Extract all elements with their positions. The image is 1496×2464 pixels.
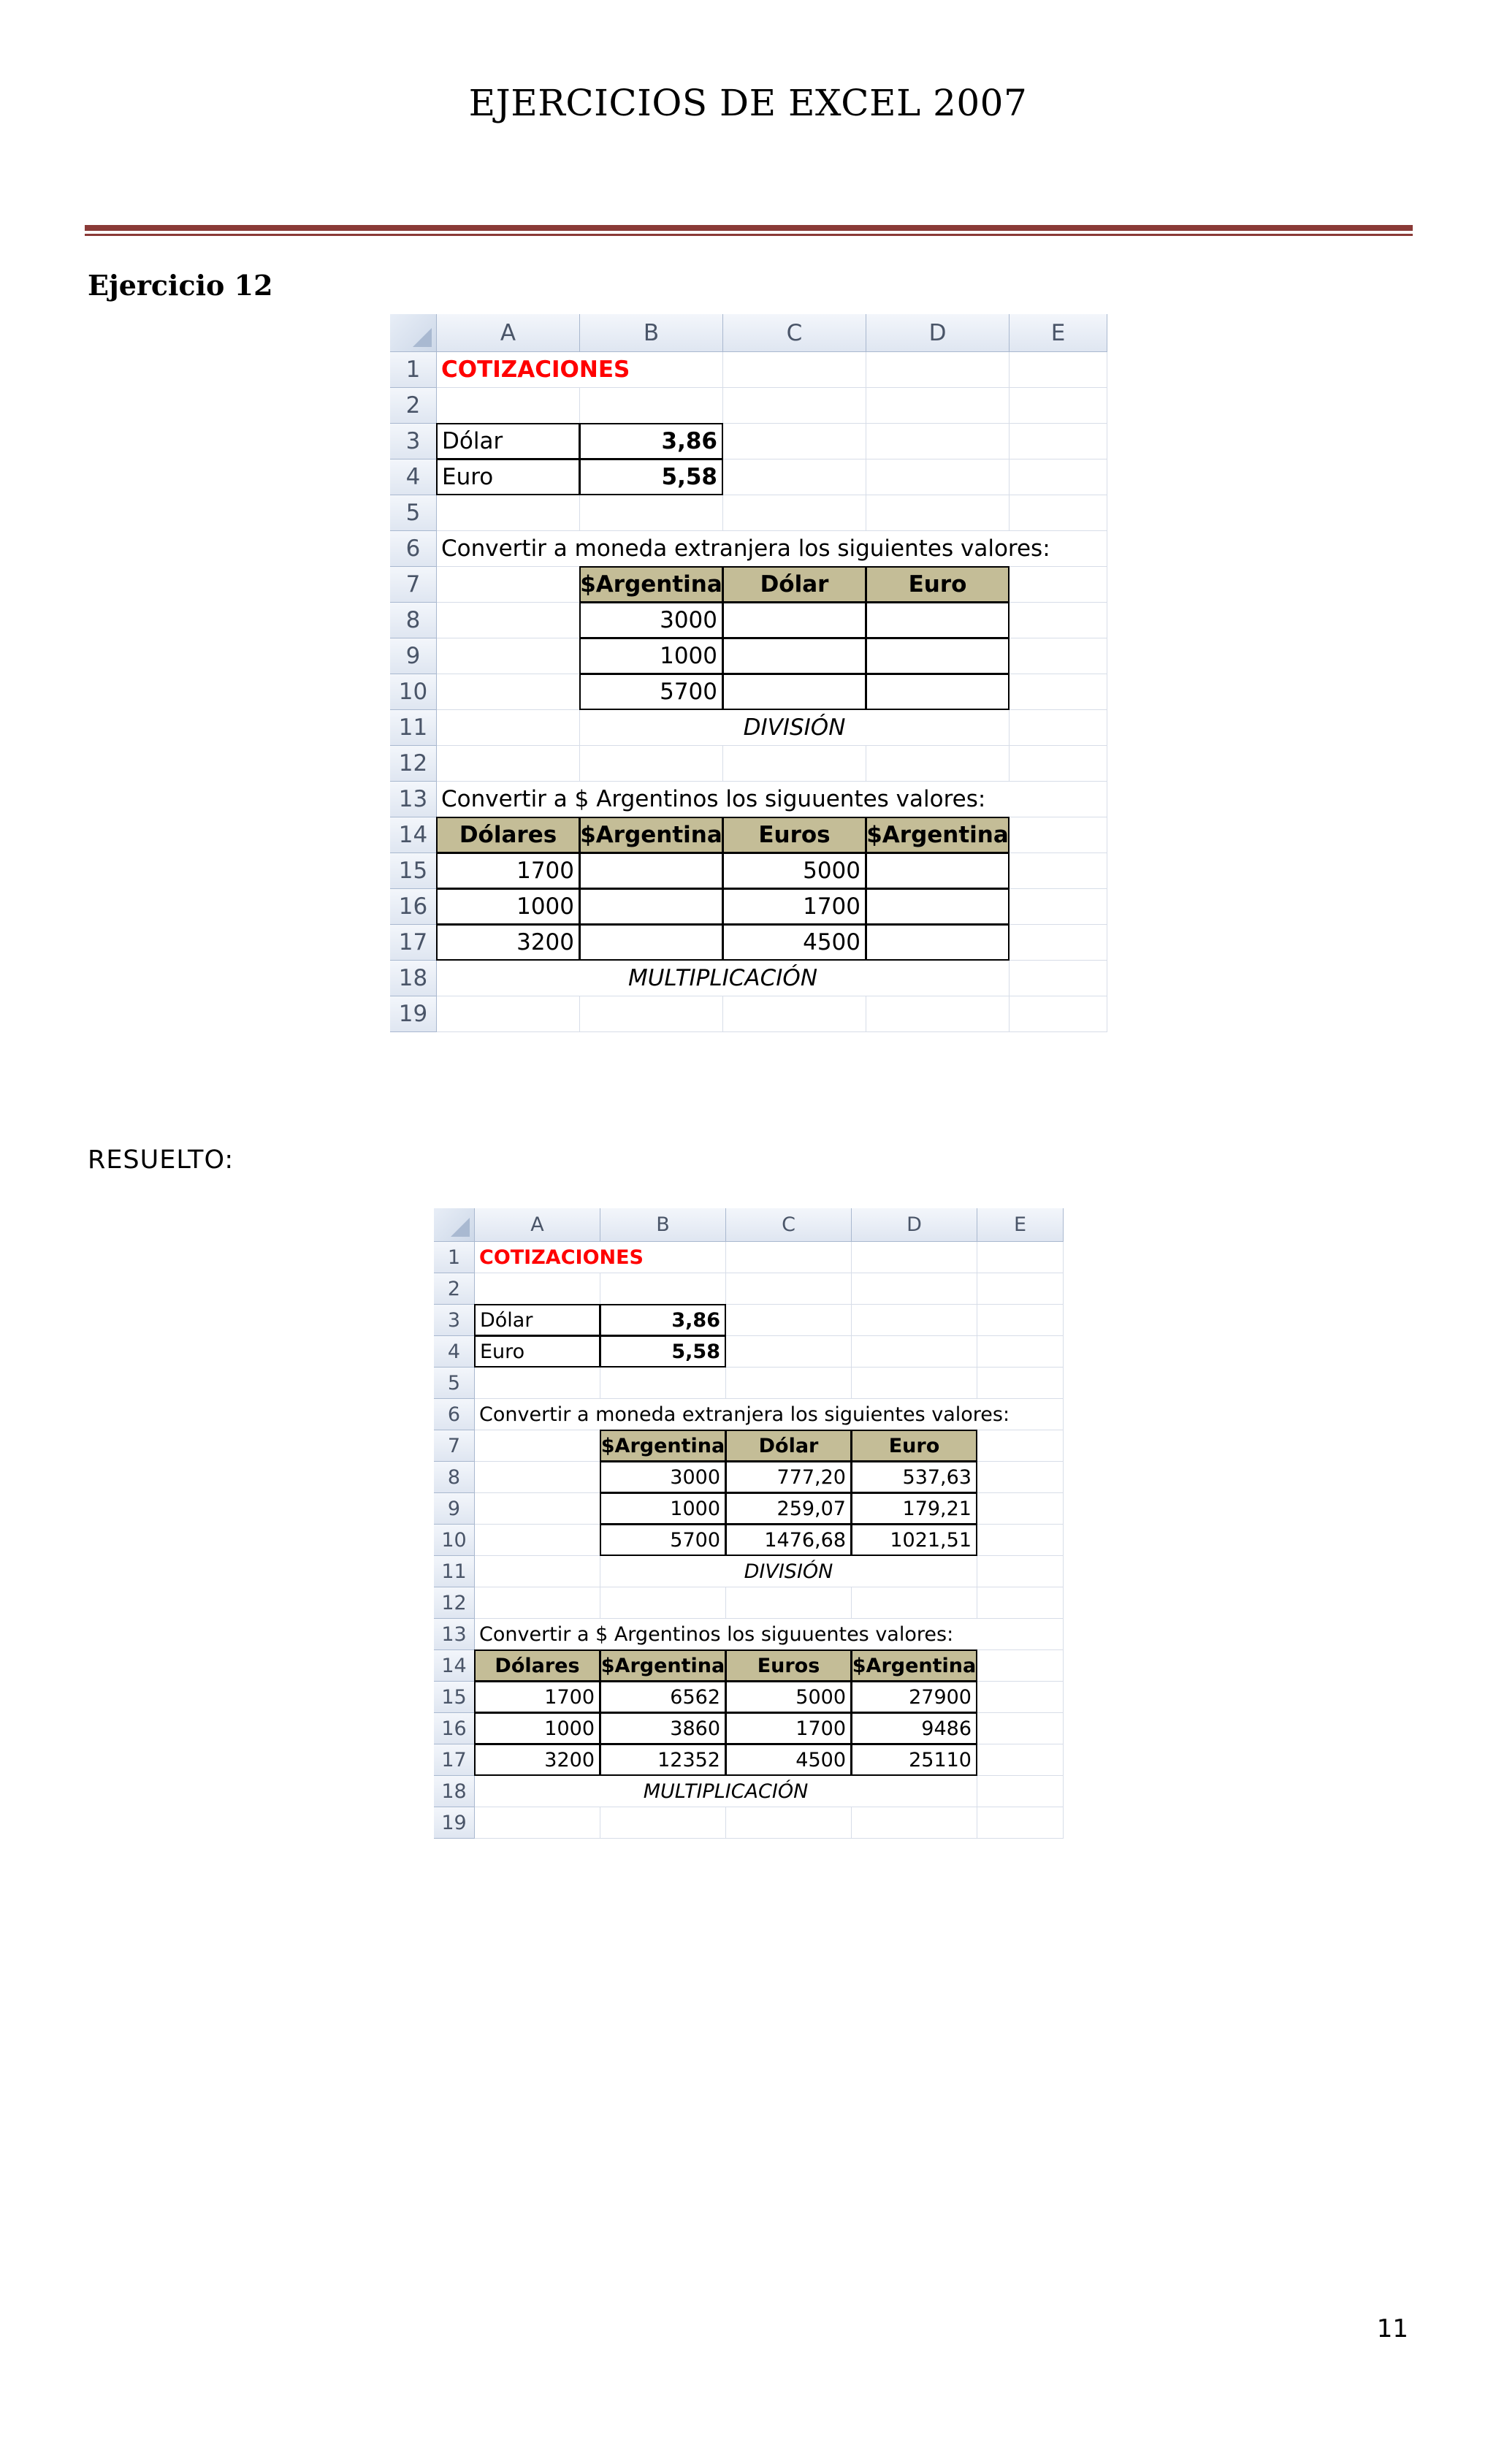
empty-cell[interactable] [1010,352,1107,388]
table-cell[interactable]: 1000 [474,1712,600,1744]
table-cell[interactable]: 4500 [722,924,866,961]
row-header[interactable]: 7 [434,1430,475,1462]
column-header[interactable]: C [723,314,866,352]
table-cell[interactable] [866,924,1010,961]
row-header[interactable]: 4 [434,1336,475,1368]
instruction-text[interactable]: Convertir a $ Argentinos los siguuentes valores: [475,1619,1064,1650]
empty-cell[interactable] [977,1744,1064,1776]
row-header[interactable]: 18 [390,961,437,996]
rate-label[interactable]: Dólar [436,423,580,459]
empty-cell[interactable] [852,1336,977,1368]
row-header[interactable]: 8 [390,603,437,638]
table-cell[interactable]: 1700 [725,1712,852,1744]
empty-cell[interactable] [866,388,1010,424]
operation-label[interactable]: DIVISIÓN [580,710,1010,746]
empty-cell[interactable] [977,1587,1064,1619]
empty-cell[interactable] [1010,674,1107,710]
empty-cell[interactable] [1010,746,1107,782]
table-cell[interactable] [579,853,723,889]
empty-cell[interactable] [977,1713,1064,1744]
column-header[interactable]: D [866,314,1010,352]
table-header[interactable]: Dólar [725,1430,852,1462]
empty-cell[interactable] [723,996,866,1032]
row-header[interactable]: 5 [390,495,437,531]
rate-value[interactable]: 3,86 [600,1304,726,1336]
select-all-corner[interactable] [390,314,437,352]
empty-cell[interactable] [723,424,866,459]
table-cell[interactable]: 1000 [600,1492,726,1525]
empty-cell[interactable] [475,1525,600,1556]
table-cell[interactable] [866,674,1010,710]
empty-cell[interactable] [977,1807,1064,1839]
row-header[interactable]: 15 [390,853,437,889]
table-cell[interactable]: 1021,51 [851,1524,977,1556]
empty-cell[interactable] [866,459,1010,495]
empty-cell[interactable] [475,1807,600,1839]
empty-cell[interactable] [866,996,1010,1032]
row-header[interactable]: 16 [434,1713,475,1744]
empty-cell[interactable] [726,1273,852,1305]
empty-cell[interactable] [852,1807,977,1839]
rate-label[interactable]: Dólar [474,1304,600,1336]
spreadsheet-solution [434,1208,1064,1839]
table-header[interactable]: $Argentina [866,817,1010,853]
empty-cell[interactable] [437,746,580,782]
column-header[interactable]: B [580,314,723,352]
operation-label[interactable]: DIVISIÓN [600,1556,977,1587]
empty-cell[interactable] [580,996,723,1032]
row-header[interactable]: 6 [434,1399,475,1430]
column-header[interactable]: D [852,1208,977,1242]
table-cell[interactable] [866,888,1010,925]
empty-cell[interactable] [977,1430,1064,1462]
table-cell[interactable]: 3200 [474,1744,600,1776]
row-header[interactable]: 19 [390,996,437,1032]
empty-cell[interactable] [866,495,1010,531]
row-header[interactable]: 19 [434,1807,475,1839]
empty-cell[interactable] [1010,424,1107,459]
empty-cell[interactable] [726,1807,852,1839]
table-cell[interactable]: 3860 [600,1712,726,1744]
empty-cell[interactable] [475,1273,600,1305]
empty-cell[interactable] [866,424,1010,459]
column-header[interactable]: C [726,1208,852,1242]
empty-cell[interactable] [600,1807,726,1839]
row-header[interactable]: 14 [434,1650,475,1682]
empty-cell[interactable] [1010,925,1107,961]
column-header[interactable]: B [600,1208,726,1242]
row-header[interactable]: 14 [390,817,437,853]
table-cell[interactable]: 1700 [436,853,580,889]
column-header[interactable]: E [1010,314,1107,352]
table-cell[interactable]: 12352 [600,1744,726,1776]
table-header[interactable]: $Argentina [579,817,723,853]
empty-cell[interactable] [852,1273,977,1305]
empty-cell[interactable] [977,1462,1064,1493]
empty-cell[interactable] [1010,961,1107,996]
empty-cell[interactable] [1010,710,1107,746]
column-header[interactable]: E [977,1208,1064,1242]
empty-cell[interactable] [580,495,723,531]
operation-label[interactable]: MULTIPLICACIÓN [475,1776,977,1807]
table-cell[interactable]: 1000 [579,638,723,674]
table-header[interactable]: Euro [851,1430,977,1462]
row-header[interactable]: 11 [434,1556,475,1587]
table-cell[interactable]: 179,21 [851,1492,977,1525]
table-cell[interactable] [579,924,723,961]
table-cell[interactable]: 27900 [851,1681,977,1713]
row-header[interactable]: 3 [390,424,437,459]
table-cell[interactable]: 537,63 [851,1461,977,1493]
empty-cell[interactable] [437,674,580,710]
table-header[interactable]: Dólar [722,566,866,603]
empty-cell[interactable] [723,388,866,424]
table-cell[interactable]: 9486 [851,1712,977,1744]
empty-cell[interactable] [852,1587,977,1619]
table-cell[interactable]: 5700 [579,674,723,710]
column-header[interactable]: A [437,314,580,352]
row-header[interactable]: 13 [434,1619,475,1650]
empty-cell[interactable] [475,1462,600,1493]
empty-cell[interactable] [1010,889,1107,925]
row-header[interactable]: 1 [434,1242,475,1273]
row-header[interactable]: 5 [434,1368,475,1399]
table-cell[interactable]: 1700 [474,1681,600,1713]
row-header[interactable]: 11 [390,710,437,746]
empty-cell[interactable] [437,996,580,1032]
empty-cell[interactable] [977,1336,1064,1368]
instruction-text[interactable]: Convertir a moneda extranjera los siguientes valores: [475,1399,1064,1430]
empty-cell[interactable] [977,1556,1064,1587]
empty-cell[interactable] [977,1682,1064,1713]
table-header[interactable]: Dólares [474,1649,600,1682]
page-title: EJERCICIOS DE EXCEL 2007 [468,82,1028,124]
resuelto-label: RESUELTO: [88,1145,234,1175]
rate-value[interactable]: 3,86 [579,423,723,459]
instruction-text[interactable]: Convertir a moneda extranjera los siguientes valores: [437,531,1107,567]
empty-cell[interactable] [977,1650,1064,1682]
table-cell[interactable]: 3000 [600,1461,726,1493]
operation-label[interactable]: MULTIPLICACIÓN [437,961,1010,996]
row-header[interactable]: 17 [390,925,437,961]
rate-value[interactable]: 5,58 [579,459,723,495]
row-header[interactable]: 17 [434,1744,475,1776]
select-all-corner[interactable] [434,1208,475,1242]
empty-cell[interactable] [977,1776,1064,1807]
empty-cell[interactable] [866,746,1010,782]
empty-cell[interactable] [977,1242,1064,1273]
table-cell[interactable]: 1000 [436,888,580,925]
table-cell[interactable]: 5000 [722,853,866,889]
empty-cell[interactable] [726,1368,852,1399]
column-header[interactable]: A [475,1208,600,1242]
row-header[interactable]: 16 [390,889,437,925]
table-cell[interactable]: 777,20 [725,1461,852,1493]
empty-cell[interactable] [866,352,1010,388]
empty-cell[interactable] [1010,853,1107,889]
empty-cell[interactable] [475,1493,600,1525]
table-cell[interactable]: 3000 [579,602,723,638]
row-header[interactable]: 10 [390,674,437,710]
empty-cell[interactable] [600,1273,726,1305]
table-cell[interactable] [866,638,1010,674]
row-header[interactable]: 3 [434,1305,475,1336]
header-rule-thick [85,225,1413,231]
empty-cell[interactable] [1010,388,1107,424]
row-header[interactable]: 6 [390,531,437,567]
empty-cell[interactable] [977,1273,1064,1305]
table-header[interactable]: $Argentina [600,1430,726,1462]
row-header[interactable]: 1 [390,352,437,388]
row-header[interactable]: 15 [434,1682,475,1713]
table-cell[interactable] [722,602,866,638]
empty-cell[interactable] [723,495,866,531]
table-cell[interactable] [722,638,866,674]
table-header[interactable]: Euro [866,566,1010,603]
table-cell[interactable]: 6562 [600,1681,726,1713]
spreadsheet-exercise [390,314,1107,1032]
header-rule-thin [85,234,1413,236]
empty-cell[interactable] [723,352,866,388]
empty-cell[interactable] [1010,495,1107,531]
empty-cell[interactable] [437,567,580,603]
row-header[interactable]: 2 [390,388,437,424]
row-header[interactable]: 18 [434,1776,475,1807]
empty-cell[interactable] [437,710,580,746]
table-cell[interactable] [722,674,866,710]
empty-cell[interactable] [723,459,866,495]
empty-cell[interactable] [580,388,723,424]
empty-cell[interactable] [1010,638,1107,674]
empty-cell[interactable] [475,1430,600,1462]
empty-cell[interactable] [475,1368,600,1399]
empty-cell[interactable] [977,1305,1064,1336]
table-cell[interactable]: 259,07 [725,1492,852,1525]
table-cell[interactable] [866,853,1010,889]
table-cell[interactable]: 1476,68 [725,1524,852,1556]
empty-cell[interactable] [977,1493,1064,1525]
empty-cell[interactable] [852,1305,977,1336]
row-header[interactable]: 10 [434,1525,475,1556]
empty-cell[interactable] [977,1368,1064,1399]
table-cell[interactable]: 25110 [851,1744,977,1776]
table-header[interactable]: Dólares [436,817,580,853]
empty-cell[interactable] [1010,817,1107,853]
page-number: 11 [1376,2314,1408,2343]
table-header[interactable]: Euros [722,817,866,853]
row-header[interactable]: 4 [390,459,437,495]
empty-cell[interactable] [1010,459,1107,495]
rate-label[interactable]: Euro [436,459,580,495]
empty-cell[interactable] [475,1587,600,1619]
row-header[interactable]: 9 [434,1493,475,1525]
row-header[interactable]: 12 [434,1587,475,1619]
table-header[interactable]: $Argentina [579,566,723,603]
row-header[interactable]: 9 [390,638,437,674]
empty-cell[interactable] [600,1368,726,1399]
table-cell[interactable]: 3200 [436,924,580,961]
table-header[interactable]: $Argentina [600,1649,726,1682]
empty-cell[interactable] [437,638,580,674]
table-cell[interactable]: 4500 [725,1744,852,1776]
table-header[interactable]: Euros [725,1649,852,1682]
empty-cell[interactable] [437,388,580,424]
empty-cell[interactable] [1010,603,1107,638]
empty-cell[interactable] [475,1556,600,1587]
row-header[interactable]: 2 [434,1273,475,1305]
table-cell[interactable]: 5000 [725,1681,852,1713]
table-header[interactable]: $Argentina [851,1649,977,1682]
row-header[interactable]: 13 [390,782,437,817]
row-header[interactable]: 8 [434,1462,475,1493]
table-cell[interactable] [866,602,1010,638]
empty-cell[interactable] [1010,567,1107,603]
empty-cell[interactable] [437,495,580,531]
sheet-title[interactable]: COTIZACIONES [437,352,723,388]
table-cell[interactable]: 5700 [600,1524,726,1556]
empty-cell[interactable] [726,1242,852,1273]
empty-cell[interactable] [726,1336,852,1368]
instruction-text[interactable]: Convertir a $ Argentinos los siguuentes valores: [437,782,1107,817]
sheet-title[interactable]: COTIZACIONES [475,1242,726,1273]
empty-cell[interactable] [726,1305,852,1336]
row-header[interactable]: 7 [390,567,437,603]
empty-cell[interactable] [1010,996,1107,1032]
rate-label[interactable]: Euro [474,1335,600,1368]
exercise-heading: Ejercicio 12 [88,269,273,302]
empty-cell[interactable] [726,1587,852,1619]
table-cell[interactable] [579,888,723,925]
empty-cell[interactable] [977,1525,1064,1556]
rate-value[interactable]: 5,58 [600,1335,726,1368]
empty-cell[interactable] [437,603,580,638]
empty-cell[interactable] [852,1368,977,1399]
row-header[interactable]: 12 [390,746,437,782]
empty-cell[interactable] [723,746,866,782]
empty-cell[interactable] [580,746,723,782]
empty-cell[interactable] [600,1587,726,1619]
empty-cell[interactable] [852,1242,977,1273]
table-cell[interactable]: 1700 [722,888,866,925]
